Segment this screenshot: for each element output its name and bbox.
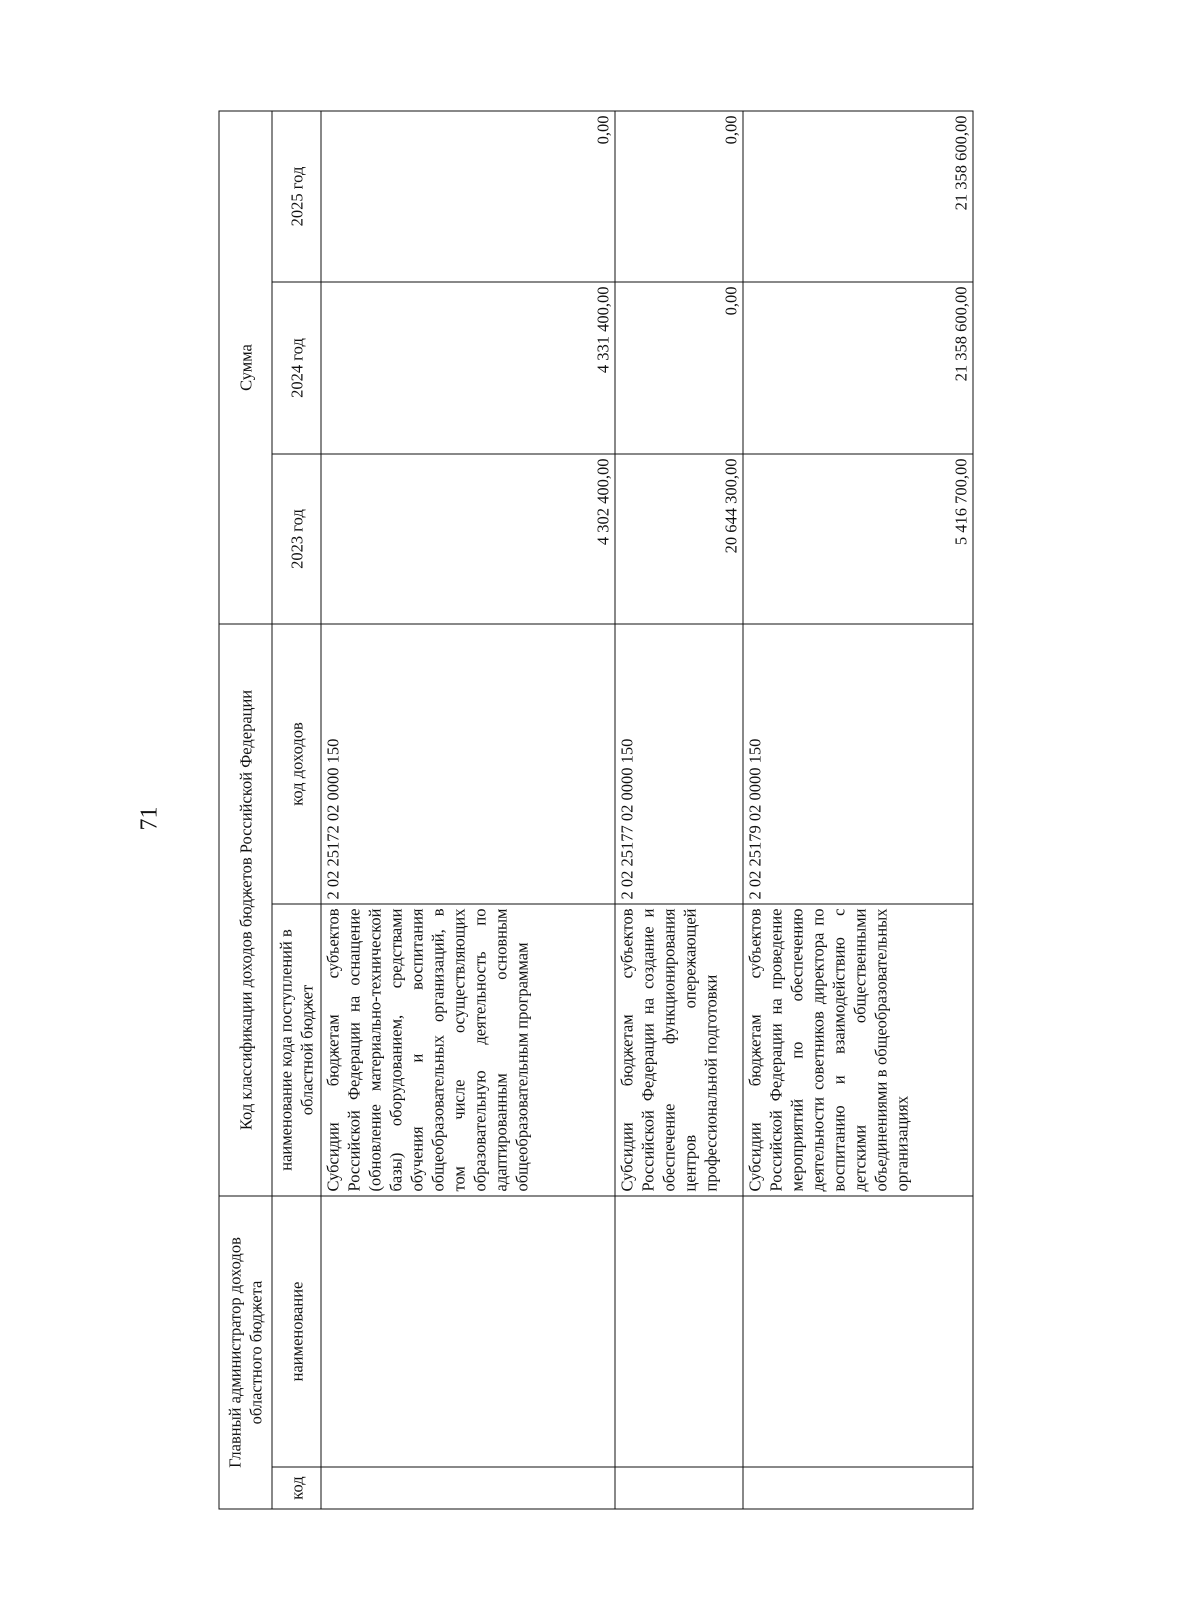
revenue-name-cell: Субсидии бюджетам субъектов Российской Федерации на создание и обеспечение функционирования центров опережающей профессиональной подготовки — [615, 904, 743, 1196]
amount-2025-cell: 21 358 600,00 — [743, 111, 973, 282]
header-classification-group: Код классификации доходов бюджетов Российской Федерации — [219, 624, 272, 1196]
admin-code-cell — [615, 1467, 743, 1509]
amount-2024-cell: 4 331 400,00 — [321, 282, 615, 454]
header-admin-group: Главный администратор доходов областного бюджета — [219, 1196, 272, 1509]
header-revenue-name: наименование кода поступлений в областной бюджет — [272, 904, 321, 1196]
header-sum-group: Сумма — [219, 111, 272, 624]
admin-name-cell — [321, 1196, 615, 1467]
admin-code-cell — [743, 1467, 973, 1509]
header-row-2 — [272, 111, 321, 1509]
amount-2025-cell: 0,00 — [321, 111, 615, 282]
revenue-code-cell: 2 02 25179 02 0000 150 — [743, 624, 973, 904]
budget-table-sheet — [219, 112, 982, 1510]
header-year-2023: 2023 год — [272, 454, 321, 624]
revenue-classification-table — [219, 110, 974, 1509]
table-row — [321, 111, 615, 1509]
revenue-code-cell: 2 02 25177 02 0000 150 — [615, 624, 743, 904]
amount-2023-cell: 20 644 300,00 — [615, 454, 743, 624]
header-year-2025: 2025 год — [272, 111, 321, 282]
amount-2023-cell: 5 416 700,00 — [743, 454, 973, 624]
header-revenue-code: код доходов — [272, 624, 321, 904]
admin-name-cell — [743, 1196, 973, 1467]
admin-code-cell — [321, 1467, 615, 1509]
amount-2023-cell: 4 302 400,00 — [321, 454, 615, 624]
amount-2025-cell: 0,00 — [615, 111, 743, 282]
admin-name-cell — [615, 1196, 743, 1467]
header-admin-name: наименование — [272, 1196, 321, 1467]
revenue-name-cell: Субсидии бюджетам субъектов Российской Федерации на оснащение (обновление материально-технической базы) оборудованием, средствами обучения и воспитания общеобразовательных организаций, в том числе осуществляющих образовательную деятельность по адаптированным основным общеобразовательным программам — [321, 904, 615, 1196]
revenue-code-cell: 2 02 25172 02 0000 150 — [321, 624, 615, 904]
amount-2024-cell: 0,00 — [615, 282, 743, 454]
header-admin-code: код — [272, 1467, 321, 1509]
page-number: 71 — [136, 806, 163, 831]
table-row — [615, 111, 743, 1509]
table-row — [743, 111, 973, 1509]
header-year-2024: 2024 год — [272, 282, 321, 454]
revenue-name-cell: Субсидии бюджетам субъектов Российской Федерации на проведение мероприятий по обеспечению деятельности советников директора по воспитанию и взаимодействию с детскими общественными объединениями в общеобразовательных организациях — [743, 904, 973, 1196]
header-row-1 — [219, 111, 272, 1509]
amount-2024-cell: 21 358 600,00 — [743, 282, 973, 454]
